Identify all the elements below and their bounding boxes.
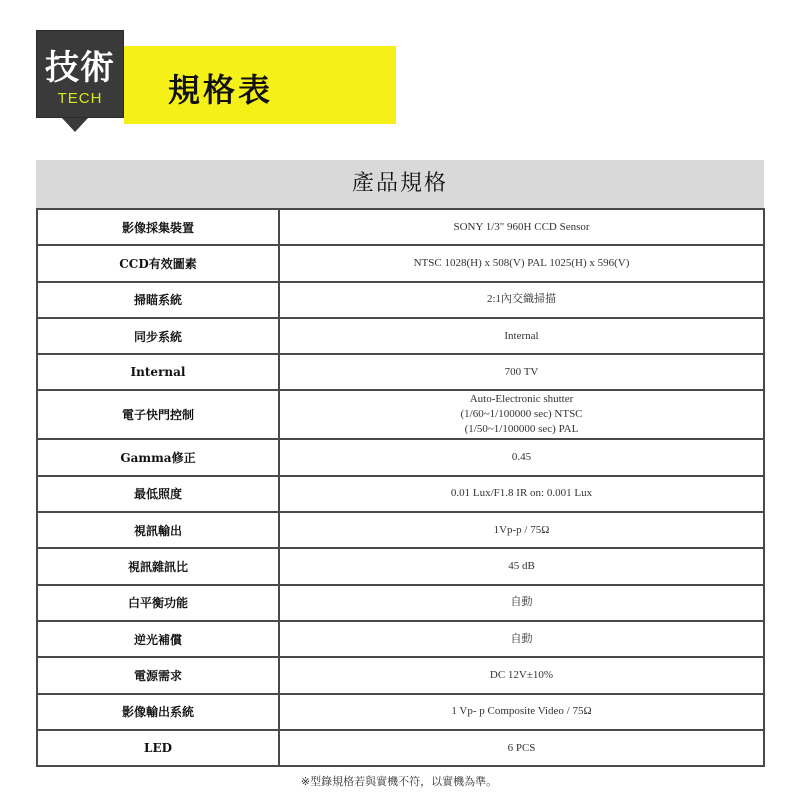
spec-value-line: 0.45 [511,451,532,464]
page-title: 規格表 [168,71,274,109]
badge-main-text: 技術 [45,48,115,88]
table-row [37,621,764,657]
table-row [37,318,764,354]
table-row [37,694,764,730]
spec-label: 視訊輸出 [37,512,279,548]
spec-label: 逆光補償 [37,621,279,657]
spec-value [279,730,764,766]
table-row [37,390,764,439]
spec-label: 白平衡功能 [37,585,279,621]
spec-label: Internal [37,354,279,390]
table-row [37,209,764,245]
spec-value [279,282,764,318]
table-row [37,730,764,766]
spec-value [279,585,764,621]
spec-value-line: 1Vp-p / 75Ω [493,523,550,536]
table-row [37,245,764,281]
spec-value [279,657,764,693]
spec-value [279,439,764,475]
spec-value-line: Auto-Electronic shutter [469,393,574,406]
spec-value [279,354,764,390]
tech-badge [36,30,124,118]
spec-value-line: NTSC 1028(H) x 508(V) PAL 1025(H) x 596(V) [413,256,630,269]
spec-value [279,476,764,512]
spec-value [279,512,764,548]
spec-label: 電源需求 [37,657,279,693]
table-row [37,282,764,318]
spec-value-line: SONY 1/3" 960H CCD Sensor [453,220,590,233]
spec-value [279,694,764,730]
spec-value-line: 自動 [510,596,533,609]
spec-label: 影像採集裝置 [37,209,279,245]
footnote: ※型錄規格若與實機不符，以實機為準。 [300,775,498,788]
spec-label: CCD有效圖素 [37,245,279,281]
table-row [37,476,764,512]
badge-sub-text: TECH [57,90,103,107]
spec-value-line: 1 Vp- p Composite Video / 75Ω [451,705,592,718]
table-row [37,657,764,693]
spec-label: 掃瞄系統 [37,282,279,318]
table-row [37,512,764,548]
badge-pointer [62,118,88,132]
spec-value-line: 0.01 Lux/F1.8 IR on: 0.001 Lux [450,487,593,500]
spec-value [279,390,764,439]
spec-value-line: 45 dB [508,560,535,573]
spec-value-line: (1/50~1/100000 sec) PAL [464,423,579,436]
spec-label: 電子快門控制 [37,390,279,439]
table-row [37,354,764,390]
spec-value [279,548,764,584]
spec-label: LED [37,730,279,766]
table-row [37,548,764,584]
spec-value-line: 700 TV [504,365,539,378]
spec-label: Gamma修正 [37,439,279,475]
spec-table-header: 產品規格 [36,160,764,208]
spec-value-line: 2:1內交織掃描 [486,293,557,306]
spec-value-line: DC 12V±10% [489,668,554,681]
table-row [37,585,764,621]
spec-value-line: 6 PCS [507,741,536,754]
spec-label: 影像輸出系統 [37,694,279,730]
spec-value [279,318,764,354]
title-banner [124,46,396,124]
table-row [37,439,764,475]
spec-value [279,245,764,281]
spec-value [279,621,764,657]
spec-value-line: 自動 [510,632,533,645]
spec-label: 同步系統 [37,318,279,354]
spec-table [36,208,765,767]
spec-value-line: (1/60~1/100000 sec) NTSC [460,408,583,421]
spec-value-line: Internal [504,329,539,342]
spec-value [279,209,764,245]
spec-label: 視訊雜訊比 [37,548,279,584]
spec-label: 最低照度 [37,476,279,512]
